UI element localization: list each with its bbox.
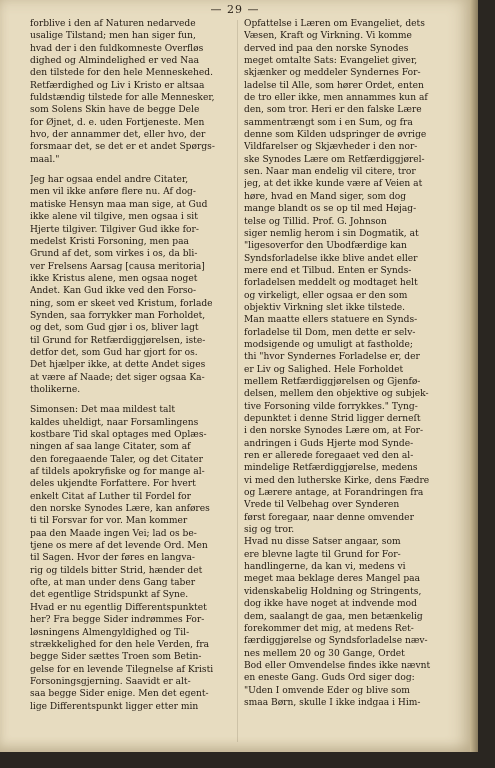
text-line: den norske Synodes Lære, kan anføres	[30, 504, 210, 515]
text-line: Forsoningsgjerning. Saavidt er alt-	[30, 676, 191, 687]
text-line: Grund af det, som virkes i os, da bli-	[30, 249, 198, 260]
text-line: paa den Maade ingen Vei; lad os be-	[30, 528, 197, 539]
right-column	[244, 18, 450, 709]
text-line: saa begge Sider enige. Men det egent-	[30, 689, 209, 700]
text-line: "Uden I omvende Eder og blive som	[244, 685, 410, 696]
page-number: — 29 —	[210, 3, 260, 16]
text-line: og Lærere antage, at Forandringen fra	[244, 488, 424, 499]
text-line: mere end et Tilbud. Enten er Synds-	[244, 265, 412, 276]
text-line: ning, som er skeet ved Kristum, forlade	[30, 298, 213, 309]
text-line: forladelse til Dom, men dette er selv-	[244, 327, 416, 338]
text-line: den tilstede for den hele Menneskehed.	[30, 68, 213, 79]
text-line	[30, 166, 226, 174]
text-line: denne som Kilden udspringer de øvrige	[244, 130, 427, 141]
text-line: ren er allerede foregaaet ved den al-	[244, 451, 414, 462]
text-line: objektiv Virkning slet ikke tilstede.	[244, 302, 406, 313]
text-line: og virkeligt, eller ogsaa er den som	[244, 290, 408, 301]
text-line: her? Fra begge Sider indrømmes For-	[30, 615, 205, 626]
text-line: meget omtalte Sats: Evangeliet giver,	[244, 56, 418, 67]
text-line: dog ikke have noget at indvende mod	[244, 599, 417, 610]
text-line: telse og Tillid. Prof. G. Johnson	[244, 216, 387, 227]
text-line: først foregaar, naar denne omvender	[244, 512, 414, 523]
column-divider	[237, 20, 238, 742]
text-line: Hjerte tilgiver. Tilgiver Gud ikke for-	[30, 224, 199, 235]
text-line: af tildels apokryfiske og for mange al-	[30, 467, 205, 478]
text-line: ske Synodes Lære om Retfærdiggjørel-	[244, 154, 425, 165]
text-line: er Liv og Salighed. Hele Forholdet	[244, 364, 404, 375]
text-line: Syndsforladelse ikke blive andet eller	[244, 253, 418, 264]
text-line: smaa Børn, skulle I ikke indgaa i Him-	[244, 697, 421, 708]
page-edge	[470, 0, 478, 752]
text-line: hvo, der annammer det, eller hvo, der	[30, 130, 206, 141]
text-line: usalige Tilstand; men han siger fun,	[30, 31, 196, 42]
text-line: dem, saalangt de gaa, men betænkelig	[244, 611, 423, 622]
text-line: vi med den lutherske Kirke, dens Fædre	[244, 475, 430, 486]
text-line: modsigende og umuligt at fastholde;	[244, 339, 413, 350]
text-line: deles ukjendte Forfattere. For hvert	[30, 479, 196, 490]
text-line: de tro eller ikke, men annammes kun af	[244, 93, 428, 104]
text-line: Man maatte ellers statuere en Synds-	[244, 315, 418, 326]
text-line: Det hjælper ikke, at dette Andet siges	[30, 360, 206, 371]
text-line: sig og tror.	[244, 525, 295, 536]
text-line: videnskabelig Holdning og Stringents,	[244, 586, 422, 597]
text-line: enkelt Citat af Luther til Fordel for	[30, 491, 191, 502]
text-line: andringen i Guds Hjerte mod Synde-	[244, 438, 414, 449]
text-line: Hvad er nu egentlig Differentspunktet	[30, 602, 207, 613]
text-line: medelst Kristi Forsoning, men paa	[30, 236, 189, 247]
text-line: tholikerne.	[30, 384, 81, 395]
text-line: færdiggjørelse og Syndsforladelse næv-	[244, 636, 428, 647]
text-line: Jeg har ogsaa endel andre Citater,	[30, 175, 189, 186]
text-line: høre, hvad en Mand siger, som dog	[244, 191, 407, 202]
text-line: den foregaaende Taler, og det Citater	[30, 454, 203, 465]
text-line: Bod eller Omvendelse findes ikke nævnt	[244, 660, 431, 671]
text-line: løsningens Almengyldighed og Til-	[30, 627, 190, 638]
text-line: Væsen, Kraft og Virkning. Vi komme	[244, 31, 412, 42]
text-line: nes mellem 20 og 30 Gange, Ordet	[244, 648, 405, 659]
text-line: mindelige Retfærdiggjørelse, medens	[244, 463, 418, 474]
text-line: en eneste Gang. Guds Ord siger dog:	[244, 673, 415, 684]
text-line: meget maa beklage deres Mangel paa	[244, 574, 420, 585]
text-line: delsen, mellem den objektive og subjek-	[244, 389, 429, 400]
text-line	[30, 396, 226, 404]
text-line: ikke alene vil tilgive, men ogsaa i sit	[30, 212, 198, 223]
text-line: maal."	[30, 154, 60, 165]
text-line: begge Sider sættes Troen som Betin-	[30, 652, 202, 663]
text-line: siger nemlig herom i sin Dogmatik, at	[244, 228, 419, 239]
text-line: strækkelighed for den hele Verden, fra	[30, 639, 210, 650]
left-column	[30, 18, 226, 713]
text-line: depunktet i denne Strid ligger derneſt	[244, 414, 421, 424]
text-line: ver Frelsens Aarsag [causa meritoria]	[30, 261, 205, 272]
text-line: Hvad nu disse Satser angaar, som	[244, 537, 401, 548]
text-line: thi "hvor Syndernes Forladelse er, der	[244, 352, 420, 363]
text-line: ladelse til Alle, som hører Ordet, enten	[244, 80, 424, 91]
text-line: ere blevne lagte til Grund for For-	[244, 549, 401, 560]
text-line: kaldes uheldigt, naar Forsamlingens	[30, 417, 199, 428]
text-line: den, som tror. Heri er den falske Lære	[244, 105, 422, 116]
text-line: tive Forsoning vilde forrykkes." Tyng-	[244, 401, 418, 412]
text-line: Synden, saa forrykker man Forholdet,	[30, 310, 206, 321]
text-line: tjene os mere af det levende Ord. Men	[30, 541, 208, 552]
text-line: derved ind paa den norske Synodes	[244, 43, 409, 54]
text-line: forblive i den af Naturen nedarvede	[30, 19, 196, 29]
text-line: Vrede til Velbehag over Synderen	[244, 500, 400, 511]
text-line: ningen af saa lange Citater, som af	[30, 442, 191, 453]
text-line: sen. Naar man endelig vil citere, tror	[244, 167, 416, 178]
text-line: skjænker og meddeler Syndernes For-	[244, 68, 421, 79]
text-line: men vil ikke anføre flere nu. Af dog-	[30, 187, 196, 198]
text-line: Retfærdighed og Liv i Kristo er altsaa	[30, 80, 205, 91]
text-line: hvad der i den fuldkomneste Overfløs	[30, 43, 204, 54]
text-line: at være af Naade; det siger ogsaa Ka-	[30, 372, 205, 383]
text-line: detfor det, som Gud har gjort for os.	[30, 347, 198, 358]
text-line: lige Differentspunkt ligger etter min	[30, 701, 199, 712]
text-line: i den norske Synodes Lære om, at For-	[244, 426, 424, 437]
text-line: Vildfarelser og Skjævheder i den nor-	[244, 142, 418, 153]
text-line: for Øjnet, d. e. uden Fortjeneste. Men	[30, 117, 205, 128]
text-line: Opfattelse i Læren om Evangeliet, dets	[244, 19, 425, 29]
text-line: fuldstændig tilstede for alle Mennesker,	[30, 93, 215, 104]
text-line: ofte, at man under dens Gang taber	[30, 578, 196, 589]
text-line: jeg, at det ikke kunde være af Veien at	[244, 179, 423, 190]
text-line: ti til Forsvar for vor. Man kommer	[30, 516, 188, 527]
text-line: matiske Hensyn maa man sige, at Gud	[30, 199, 208, 210]
text-line: Andet. Kan Gud ikke ved den Forso-	[30, 286, 197, 297]
text-line: til Sagen. Hvor der føres en langva-	[30, 553, 195, 564]
text-line: sammentrængt som i en Sum, og fra	[244, 117, 413, 128]
text-line: dighed og Almindelighed er ved Naa	[30, 56, 199, 67]
text-line: forekommer det mig, at medens Ret-	[244, 623, 414, 634]
text-line: forsmaar det, se det er et andet Spørgs-	[30, 142, 215, 153]
text-line: gelse for en levende Tilegnelse af Kristi	[30, 664, 214, 675]
text-line: mellem Retfærdiggjørelsen og Gjenfø-	[244, 376, 421, 387]
text-line: mange blandt os se op til med Højag-	[244, 204, 417, 215]
text-line: til Grund for Retfærdiggjørelsen, iste-	[30, 335, 206, 346]
text-line: Simonsen: Det maa mildest talt	[30, 405, 176, 416]
text-line: og det, som Gud gjør i os, bliver lagt	[30, 323, 199, 334]
text-line: som Solens Skin have de begge Dele	[30, 105, 200, 116]
text-line: ikke Kristus alene, men ogsaa noget	[30, 273, 198, 284]
text-line: "ligesoverfor den Ubodfærdige kan	[244, 241, 407, 252]
text-line: rig og tildels bitter Strid, hænder det	[30, 565, 203, 576]
text-line: forladelsen meddelt og modtaget helt	[244, 278, 418, 289]
text-line: det egentlige Stridspunkt af Syne.	[30, 590, 189, 601]
text-line: kostbare Tid skal optages med Oplæs-	[30, 430, 207, 440]
text-line: handlingerne, da kan vi, medens vi	[244, 562, 406, 573]
